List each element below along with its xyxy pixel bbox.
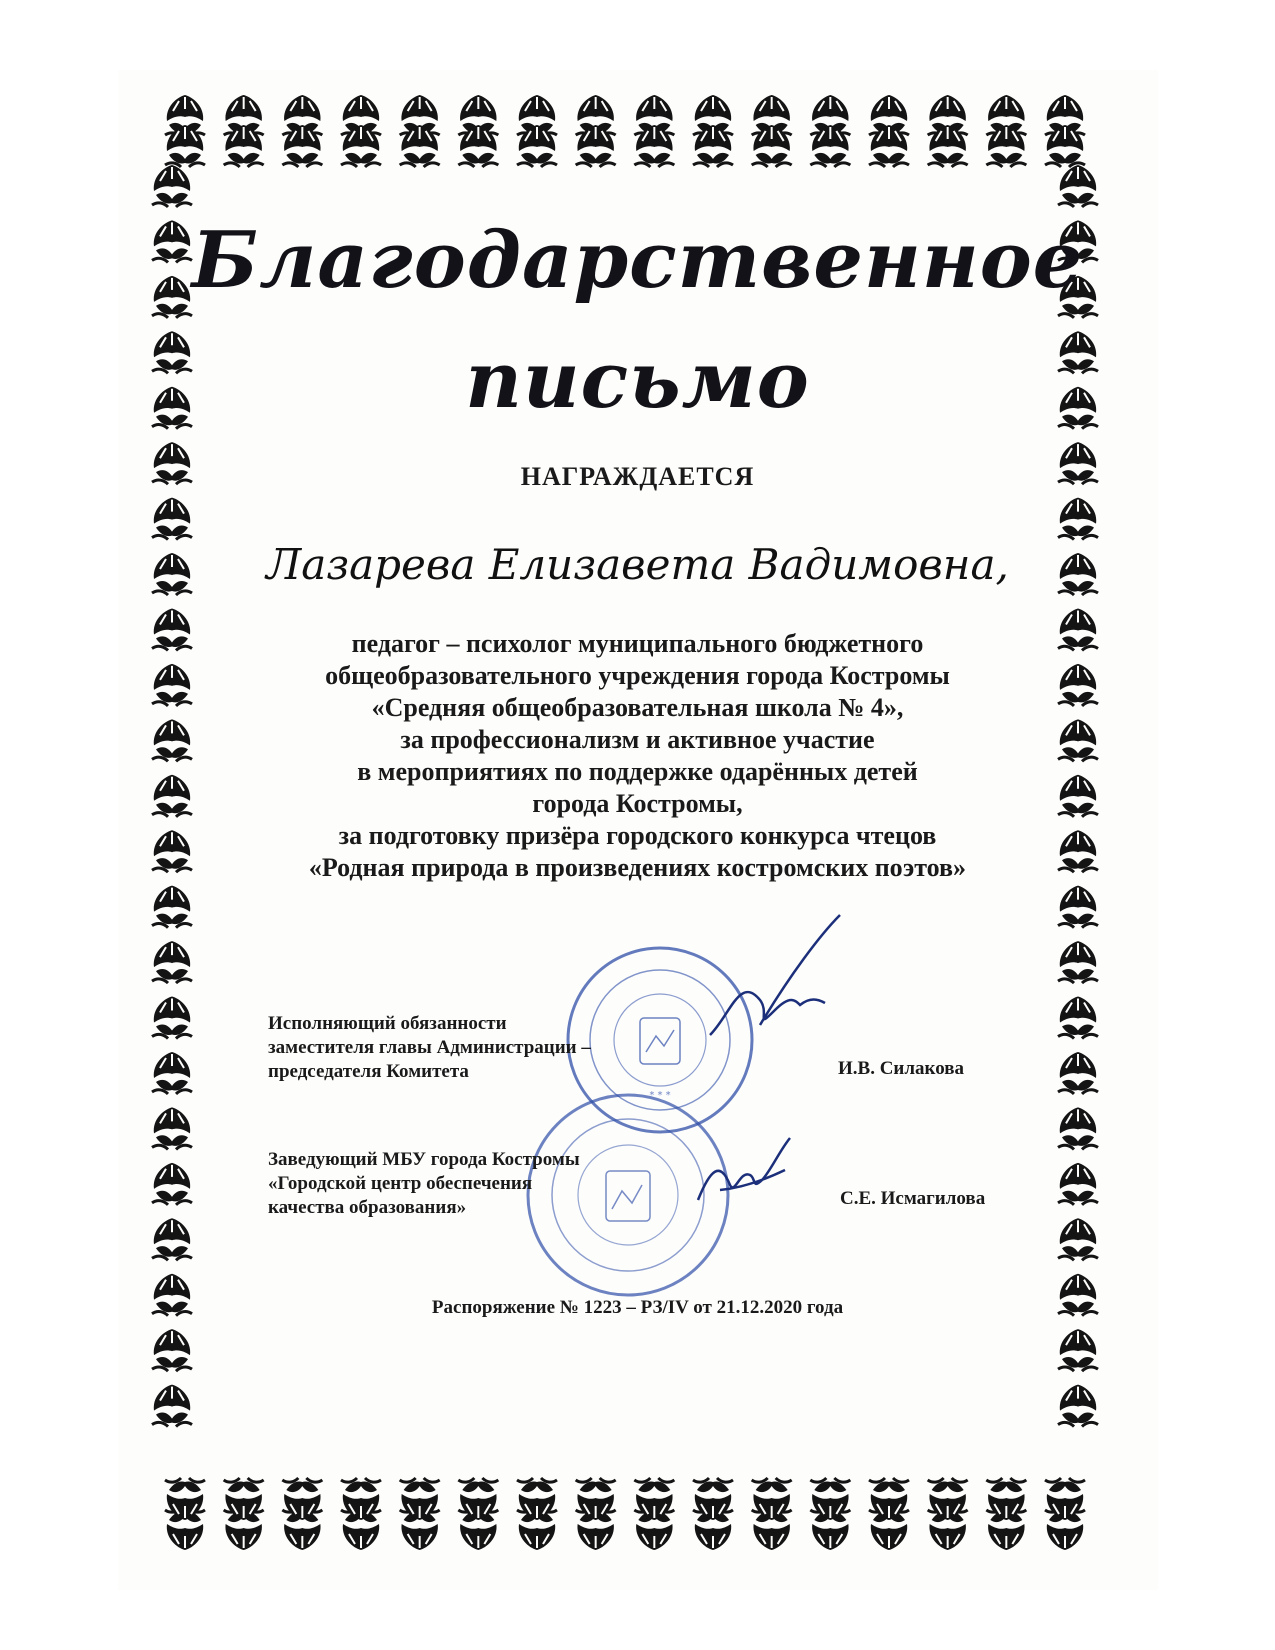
border-ornament-icon bbox=[1045, 1478, 1085, 1520]
border-ornament-icon bbox=[152, 830, 192, 872]
border-ornament-icon bbox=[693, 125, 733, 167]
border-ornament-icon bbox=[928, 125, 968, 167]
signature-1-icon bbox=[700, 905, 850, 1055]
signatory-2-position bbox=[268, 1148, 648, 1220]
description-line: «Средняя общеобразовательная школа № 4», bbox=[371, 693, 904, 722]
border-ornament-icon bbox=[152, 1329, 192, 1371]
position-line: председателя Комитета bbox=[268, 1061, 469, 1082]
border-ornament-icon bbox=[165, 1478, 205, 1520]
border-ornament-icon bbox=[152, 775, 192, 817]
border-ornament-icon bbox=[400, 1478, 440, 1520]
description-line: за подготовку призёра городского конкурса чтецов bbox=[338, 821, 937, 850]
border-ornament-icon bbox=[576, 125, 616, 167]
description-line: за профессионализм и активное участие bbox=[400, 725, 875, 754]
border-ornament-icon bbox=[152, 941, 192, 983]
order-reference: Распоряжение № 1223 – РЗ/IV от 21.12.2020 года bbox=[431, 1297, 844, 1318]
border-ornament-icon bbox=[152, 997, 192, 1039]
border-ornament-icon bbox=[282, 1478, 322, 1520]
border-ornament-icon bbox=[517, 125, 557, 167]
svg-text:* * *: * * * bbox=[649, 1090, 671, 1101]
document-title-line2: письмо bbox=[465, 335, 810, 426]
border-ornament-icon bbox=[341, 125, 381, 167]
border-ornament-icon bbox=[152, 664, 192, 706]
signatory-2-name: С.Е. Исмагилова bbox=[840, 1188, 986, 1209]
border-ornament-icon bbox=[1058, 1052, 1098, 1094]
border-ornament-icon bbox=[152, 886, 192, 928]
position-line: Заведующий МБУ города Костромы bbox=[268, 1149, 580, 1170]
border-ornament-icon bbox=[810, 125, 850, 167]
document-title-line1: Благодарственное bbox=[191, 215, 1084, 306]
border-ornament-icon bbox=[1058, 886, 1098, 928]
border-ornament-icon bbox=[152, 1052, 192, 1094]
description-line: «Родная природа в произведениях костромских поэтов» bbox=[308, 853, 967, 882]
border-ornament-icon bbox=[1058, 1163, 1098, 1205]
border-ornament-icon bbox=[458, 1478, 498, 1520]
position-line: Исполняющий обязанности bbox=[268, 1013, 507, 1034]
border-ornament-icon bbox=[752, 125, 792, 167]
position-line: заместителя главы Администрации – bbox=[268, 1037, 591, 1058]
border-ornament-icon bbox=[576, 1478, 616, 1520]
border-ornament-icon bbox=[224, 125, 264, 167]
border-ornament-icon bbox=[224, 1478, 264, 1520]
description-line: в мероприятиях по поддержке одарённых детей bbox=[357, 757, 918, 786]
border-ornament-icon bbox=[165, 125, 205, 167]
border-ornament-icon bbox=[634, 1478, 674, 1520]
border-ornament-icon bbox=[1058, 1329, 1098, 1371]
signatory-1-name: И.В. Силакова bbox=[838, 1058, 965, 1079]
border-ornament-icon bbox=[152, 1163, 192, 1205]
border-ornament-icon bbox=[752, 1478, 792, 1520]
border-ornament-icon bbox=[517, 1478, 557, 1520]
border-ornament-icon bbox=[869, 125, 909, 167]
border-ornament-icon bbox=[986, 125, 1026, 167]
description-line: города Костромы, bbox=[532, 789, 743, 818]
border-bottom-row bbox=[165, 1478, 1085, 1550]
border-ornament-icon bbox=[869, 1478, 909, 1520]
border-ornament-icon bbox=[152, 719, 192, 761]
signature-2-icon bbox=[690, 1130, 800, 1220]
border-ornament-icon bbox=[1058, 997, 1098, 1039]
awarded-label: НАГРАЖДАЕТСЯ bbox=[520, 462, 755, 491]
signatory-1-position bbox=[268, 1012, 648, 1084]
border-top-row bbox=[165, 95, 1085, 167]
border-ornament-icon bbox=[152, 165, 192, 207]
border-ornament-icon bbox=[152, 608, 192, 650]
border-ornament-icon bbox=[282, 125, 322, 167]
border-ornament-icon bbox=[152, 498, 192, 540]
border-ornament-icon bbox=[152, 1218, 192, 1260]
recipient-name: Лазарева Елизавета Вадимовна, bbox=[266, 540, 1009, 589]
border-ornament-icon bbox=[1058, 498, 1098, 540]
description-line: педагог – психолог муниципального бюджетного bbox=[351, 629, 924, 658]
border-ornament-icon bbox=[400, 125, 440, 167]
border-ornament-icon bbox=[810, 1478, 850, 1520]
position-line: качества образования» bbox=[268, 1197, 467, 1218]
border-ornament-icon bbox=[928, 1478, 968, 1520]
border-ornament-icon bbox=[1058, 1107, 1098, 1149]
border-ornament-icon bbox=[152, 1385, 192, 1427]
border-ornament-icon bbox=[634, 125, 674, 167]
award-description bbox=[200, 628, 1075, 884]
border-ornament-icon bbox=[341, 1478, 381, 1520]
border-ornament-icon bbox=[152, 1107, 192, 1149]
border-ornament-icon bbox=[986, 1478, 1026, 1520]
description-line: общеобразовательного учреждения города Костромы bbox=[325, 661, 950, 690]
border-ornament-icon bbox=[693, 1478, 733, 1520]
border-ornament-icon bbox=[1058, 165, 1098, 207]
border-ornament-icon bbox=[1058, 941, 1098, 983]
border-ornament-icon bbox=[1058, 1385, 1098, 1427]
border-ornament-icon bbox=[1045, 125, 1085, 167]
border-ornament-icon bbox=[1058, 1218, 1098, 1260]
border-ornament-icon bbox=[458, 125, 498, 167]
position-line: «Городской центр обеспечения bbox=[268, 1173, 533, 1194]
